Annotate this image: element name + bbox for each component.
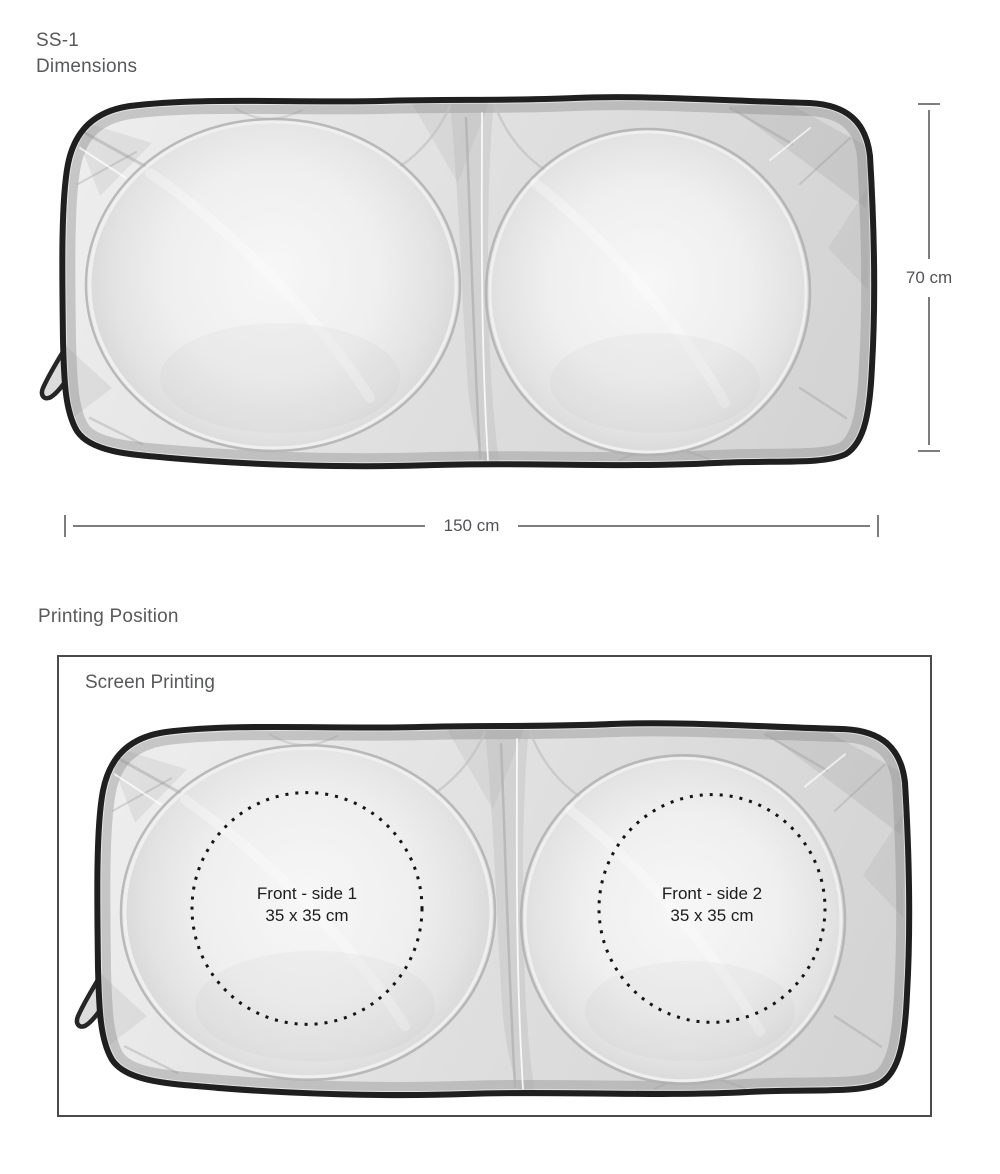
dimension-line (518, 525, 870, 527)
print-area-label-2 (612, 883, 812, 927)
product-code: SS-1 (36, 30, 80, 51)
dimension-tick (918, 450, 940, 452)
print-method-label: Screen Printing (85, 672, 215, 693)
print-area-size: 35 x 35 cm (265, 906, 349, 925)
height-label: 70 cm (905, 267, 953, 287)
sunshade-photo-dimensions (30, 88, 900, 483)
dimension-line (73, 525, 425, 527)
print-area-size: 35 x 35 cm (670, 906, 754, 925)
dimension-tick (918, 103, 940, 105)
dimension-line (928, 110, 930, 259)
width-label: 150 cm (443, 516, 500, 535)
print-area-name: Front - side 1 (256, 884, 358, 903)
printing-position-title: Printing Position (38, 606, 179, 627)
header (36, 28, 137, 80)
dimension-tick (877, 515, 879, 537)
width-dimension (64, 513, 879, 539)
print-area-label-1 (207, 883, 407, 927)
height-dimension (906, 103, 952, 452)
printing-box (57, 655, 932, 1117)
print-area-name: Front - side 2 (661, 884, 763, 903)
dimension-line (928, 297, 930, 446)
dimension-tick (64, 515, 66, 537)
dimensions-title: Dimensions (36, 56, 138, 77)
